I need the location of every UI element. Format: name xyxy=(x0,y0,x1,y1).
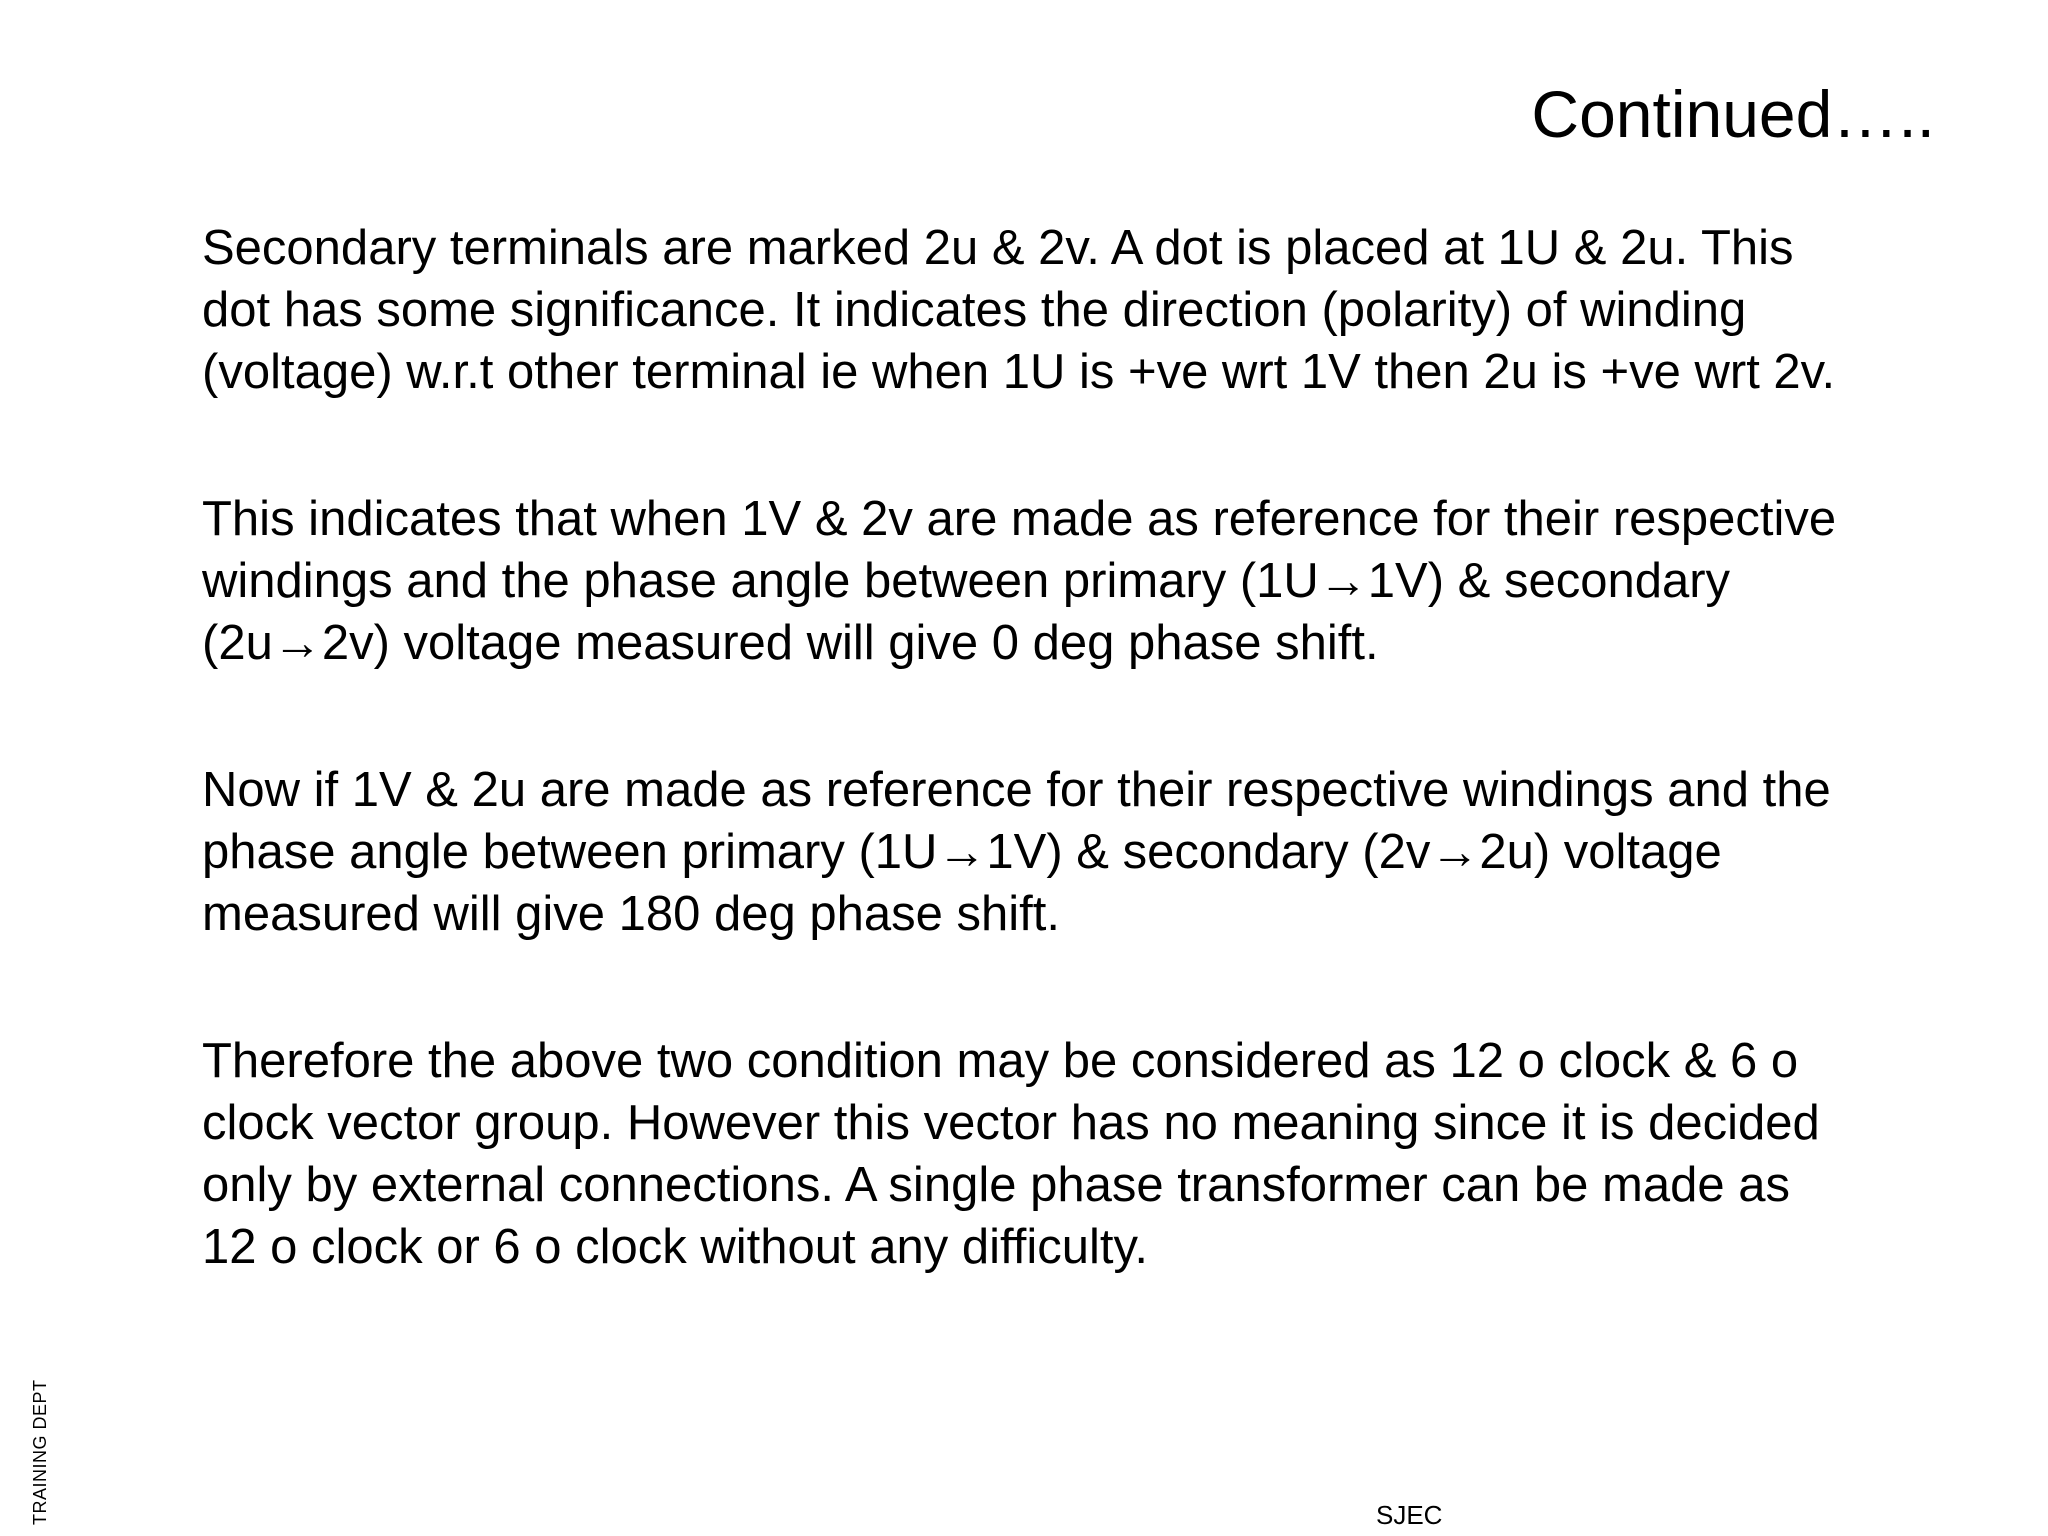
text-line: Therefore the above two condition may be considered as 12 o clock & 6 o xyxy=(202,1034,1799,1088)
footer-label: SJEC xyxy=(1376,1500,1443,1530)
text-line: (2u→2v) voltage measured will give 0 deg phase shift. xyxy=(202,616,1379,670)
text-line: This indicates that when 1V & 2v are made as reference for their respective xyxy=(202,492,1837,546)
text-line: phase angle between primary (1U→1V) & secondary (2v→2u) voltage xyxy=(202,825,1722,879)
text-line: windings and the phase angle between primary (1U→1V) & secondary xyxy=(202,554,1731,608)
text-line: Secondary terminals are marked 2u & 2v. A dot is placed at 1U & 2u. This xyxy=(202,221,1794,275)
slide-body xyxy=(202,217,1962,1363)
paragraph-polarity xyxy=(202,217,1962,403)
paragraph-zero-deg xyxy=(202,488,1962,674)
slide-title: Continued….. xyxy=(1531,77,1935,151)
side-label: TRAINING DEPT xyxy=(30,1379,50,1525)
paragraph-180-deg xyxy=(202,759,1962,945)
text-line: measured will give 180 deg phase shift. xyxy=(202,887,1061,941)
text-line: (voltage) w.r.t other terminal ie when 1U is +ve wrt 1V then 2u is +ve wrt 2v. xyxy=(202,345,1836,399)
text-line: clock vector group. However this vector has no meaning since it is decided xyxy=(202,1096,1820,1150)
paragraph-vector-group xyxy=(202,1030,1962,1278)
text-line: Now if 1V & 2u are made as reference for their respective windings and the xyxy=(202,763,1831,817)
text-line: 12 o clock or 6 o clock without any difficulty. xyxy=(202,1220,1148,1274)
text-line: dot has some significance. It indicates the direction (polarity) of winding xyxy=(202,283,1747,337)
text-line: only by external connections. A single phase transformer can be made as xyxy=(202,1158,1790,1212)
